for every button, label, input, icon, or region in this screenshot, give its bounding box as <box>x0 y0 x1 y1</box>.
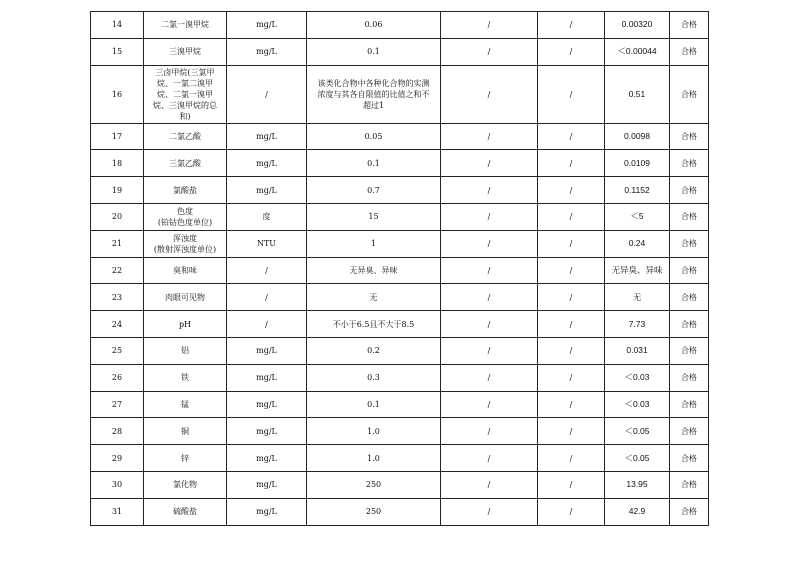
table-row <box>91 364 709 391</box>
unit-cell: mg/L <box>227 38 307 65</box>
empty-slash-cell: / <box>441 445 538 472</box>
judgement-cell: 合格 <box>670 337 709 364</box>
table-row <box>91 257 709 284</box>
judgement-cell: 合格 <box>670 391 709 418</box>
empty-slash-cell: / <box>538 311 605 338</box>
item-name-cell: pH <box>144 311 227 338</box>
result-cell: 无 <box>605 284 670 311</box>
empty-slash-cell: / <box>441 418 538 445</box>
empty-slash-cell: / <box>538 177 605 204</box>
unit-cell: mg/L <box>227 471 307 498</box>
unit-cell: mg/L <box>227 391 307 418</box>
item-name-cell: 浑浊度 (散射浑浊度单位) <box>144 230 227 257</box>
empty-slash-cell: / <box>441 123 538 150</box>
result-cell: 无异臭、异味 <box>605 257 670 284</box>
result-cell: ＜0.03 <box>605 391 670 418</box>
empty-slash-cell: / <box>441 230 538 257</box>
empty-slash-cell: / <box>538 65 605 123</box>
unit-cell: mg/L <box>227 12 307 39</box>
unit-cell: mg/L <box>227 498 307 525</box>
unit-cell: / <box>227 311 307 338</box>
judgement-cell: 合格 <box>670 418 709 445</box>
judgement-cell: 合格 <box>670 498 709 525</box>
judgement-cell: 合格 <box>670 38 709 65</box>
limit-cell: 0.1 <box>307 150 441 177</box>
table-body <box>91 12 709 526</box>
empty-slash-cell: / <box>538 203 605 230</box>
unit-cell: mg/L <box>227 177 307 204</box>
judgement-cell: 合格 <box>670 311 709 338</box>
row-number-cell: 16 <box>91 65 144 123</box>
empty-slash-cell: / <box>441 498 538 525</box>
table-row <box>91 177 709 204</box>
empty-slash-cell: / <box>538 498 605 525</box>
table-row <box>91 203 709 230</box>
limit-cell: 1.0 <box>307 418 441 445</box>
empty-slash-cell: / <box>441 177 538 204</box>
table-row <box>91 150 709 177</box>
judgement-cell: 合格 <box>670 230 709 257</box>
item-name-cell: 三卤甲烷(三氯甲烷、一氯二溴甲烷、二氯一溴甲烷、三溴甲烷的总和) <box>144 65 227 123</box>
table-row <box>91 284 709 311</box>
item-name-cell: 锰 <box>144 391 227 418</box>
unit-cell: / <box>227 284 307 311</box>
limit-cell: 1.0 <box>307 445 441 472</box>
row-number-cell: 21 <box>91 230 144 257</box>
item-name-cell: 肉眼可见物 <box>144 284 227 311</box>
item-name-cell: 氯酸盐 <box>144 177 227 204</box>
item-name-cell: 二氯乙酸 <box>144 123 227 150</box>
judgement-cell: 合格 <box>670 177 709 204</box>
row-number-cell: 18 <box>91 150 144 177</box>
item-name-cell: 硫酸盐 <box>144 498 227 525</box>
judgement-cell: 合格 <box>670 150 709 177</box>
empty-slash-cell: / <box>538 257 605 284</box>
empty-slash-cell: / <box>538 12 605 39</box>
result-cell: 7.73 <box>605 311 670 338</box>
empty-slash-cell: / <box>441 391 538 418</box>
item-name-cell: 氯化物 <box>144 471 227 498</box>
judgement-cell: 合格 <box>670 471 709 498</box>
table-row <box>91 123 709 150</box>
table-row <box>91 38 709 65</box>
result-cell: ＜0.05 <box>605 445 670 472</box>
judgement-cell: 合格 <box>670 203 709 230</box>
row-number-cell: 28 <box>91 418 144 445</box>
unit-cell: mg/L <box>227 364 307 391</box>
empty-slash-cell: / <box>538 38 605 65</box>
item-name-cell: 二氯一溴甲烷 <box>144 12 227 39</box>
item-name-cell: 锌 <box>144 445 227 472</box>
empty-slash-cell: / <box>538 150 605 177</box>
item-name-cell: 三溴甲烷 <box>144 38 227 65</box>
item-name-cell: 铝 <box>144 337 227 364</box>
result-cell: 13.95 <box>605 471 670 498</box>
row-number-cell: 15 <box>91 38 144 65</box>
limit-cell: 0.1 <box>307 391 441 418</box>
empty-slash-cell: / <box>441 471 538 498</box>
row-number-cell: 27 <box>91 391 144 418</box>
table-row <box>91 337 709 364</box>
row-number-cell: 29 <box>91 445 144 472</box>
table-row <box>91 311 709 338</box>
result-cell: 0.0109 <box>605 150 670 177</box>
judgement-cell: 合格 <box>670 123 709 150</box>
judgement-cell: 合格 <box>670 12 709 39</box>
unit-cell: / <box>227 257 307 284</box>
limit-cell: 0.1 <box>307 38 441 65</box>
row-number-cell: 14 <box>91 12 144 39</box>
row-number-cell: 20 <box>91 203 144 230</box>
unit-cell: 度 <box>227 203 307 230</box>
result-cell: ＜0.03 <box>605 364 670 391</box>
empty-slash-cell: / <box>441 257 538 284</box>
table-row <box>91 391 709 418</box>
unit-cell: mg/L <box>227 123 307 150</box>
limit-cell: 0.05 <box>307 123 441 150</box>
row-number-cell: 22 <box>91 257 144 284</box>
row-number-cell: 24 <box>91 311 144 338</box>
empty-slash-cell: / <box>538 471 605 498</box>
unit-cell: mg/L <box>227 150 307 177</box>
row-number-cell: 17 <box>91 123 144 150</box>
limit-cell: 该类化合物中各种化合物的实测浓度与其各自限值的比值之和不超过1 <box>307 65 441 123</box>
row-number-cell: 23 <box>91 284 144 311</box>
result-cell: ＜0.05 <box>605 418 670 445</box>
unit-cell: mg/L <box>227 445 307 472</box>
empty-slash-cell: / <box>538 418 605 445</box>
result-cell: 0.51 <box>605 65 670 123</box>
item-name-cell: 色度 (铂钴色度单位) <box>144 203 227 230</box>
empty-slash-cell: / <box>538 445 605 472</box>
result-cell: 0.00320 <box>605 12 670 39</box>
empty-slash-cell: / <box>538 123 605 150</box>
result-cell: 0.031 <box>605 337 670 364</box>
limit-cell: 250 <box>307 498 441 525</box>
limit-cell: 0.06 <box>307 12 441 39</box>
empty-slash-cell: / <box>441 12 538 39</box>
item-name-cell: 铜 <box>144 418 227 445</box>
limit-cell: 无异臭、异味 <box>307 257 441 284</box>
limit-cell: 15 <box>307 203 441 230</box>
row-number-cell: 30 <box>91 471 144 498</box>
result-cell: ＜5 <box>605 203 670 230</box>
judgement-cell: 合格 <box>670 65 709 123</box>
item-name-cell: 铁 <box>144 364 227 391</box>
item-name-cell: 三氯乙酸 <box>144 150 227 177</box>
row-number-cell: 31 <box>91 498 144 525</box>
empty-slash-cell: / <box>538 284 605 311</box>
empty-slash-cell: / <box>538 391 605 418</box>
table-row <box>91 445 709 472</box>
judgement-cell: 合格 <box>670 445 709 472</box>
empty-slash-cell: / <box>538 337 605 364</box>
test-report-table-page <box>90 11 708 526</box>
result-cell: ＜0.00044 <box>605 38 670 65</box>
judgement-cell: 合格 <box>670 284 709 311</box>
table-row <box>91 471 709 498</box>
table-row <box>91 418 709 445</box>
empty-slash-cell: / <box>441 65 538 123</box>
unit-cell: NTU <box>227 230 307 257</box>
empty-slash-cell: / <box>441 150 538 177</box>
limit-cell: 250 <box>307 471 441 498</box>
empty-slash-cell: / <box>538 230 605 257</box>
table-row <box>91 65 709 123</box>
limit-cell: 0.3 <box>307 364 441 391</box>
limit-cell: 0.7 <box>307 177 441 204</box>
row-number-cell: 26 <box>91 364 144 391</box>
row-number-cell: 19 <box>91 177 144 204</box>
table-row <box>91 12 709 39</box>
limit-cell: 不小于6.5且不大于8.5 <box>307 311 441 338</box>
test-results-table <box>90 11 709 526</box>
empty-slash-cell: / <box>538 364 605 391</box>
result-cell: 42.9 <box>605 498 670 525</box>
limit-cell: 无 <box>307 284 441 311</box>
empty-slash-cell: / <box>441 311 538 338</box>
result-cell: 0.24 <box>605 230 670 257</box>
unit-cell: mg/L <box>227 418 307 445</box>
empty-slash-cell: / <box>441 364 538 391</box>
limit-cell: 1 <box>307 230 441 257</box>
empty-slash-cell: / <box>441 284 538 311</box>
judgement-cell: 合格 <box>670 364 709 391</box>
result-cell: 0.1152 <box>605 177 670 204</box>
result-cell: 0.0098 <box>605 123 670 150</box>
unit-cell: mg/L <box>227 337 307 364</box>
empty-slash-cell: / <box>441 38 538 65</box>
judgement-cell: 合格 <box>670 257 709 284</box>
table-row <box>91 498 709 525</box>
empty-slash-cell: / <box>441 203 538 230</box>
unit-cell: / <box>227 65 307 123</box>
empty-slash-cell: / <box>441 337 538 364</box>
table-row <box>91 230 709 257</box>
limit-cell: 0.2 <box>307 337 441 364</box>
item-name-cell: 臭和味 <box>144 257 227 284</box>
row-number-cell: 25 <box>91 337 144 364</box>
